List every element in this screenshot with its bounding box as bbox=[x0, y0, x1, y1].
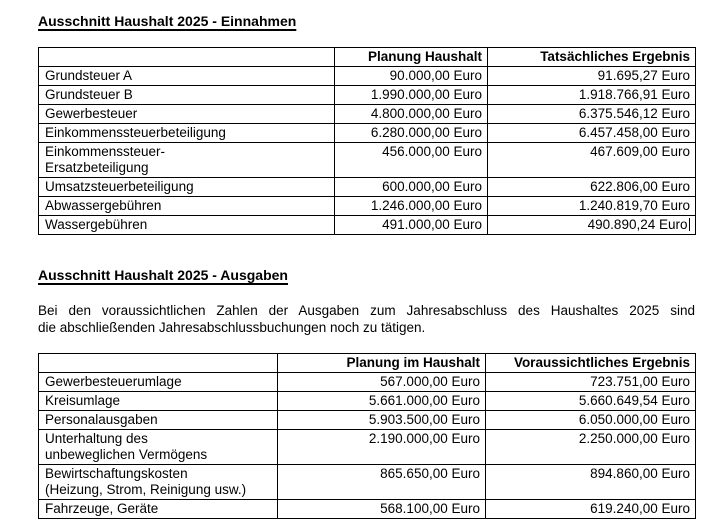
ausgaben-header-row bbox=[39, 354, 696, 373]
row-label-cell: Einkommenssteuer- Ersatzbeteiligung bbox=[39, 143, 335, 178]
table-row bbox=[39, 178, 696, 197]
table-row bbox=[39, 86, 696, 105]
plan-value-cell: 5.661.000,00 Euro bbox=[278, 392, 486, 411]
table-row bbox=[39, 500, 696, 519]
plan-value-cell: 1.990.000,00 Euro bbox=[335, 86, 488, 105]
table-row bbox=[39, 197, 696, 216]
row-label-cell: Kreisumlage bbox=[39, 392, 278, 411]
ausgaben-intro-paragraph bbox=[38, 302, 695, 336]
row-label-cell: Abwassergebühren bbox=[39, 197, 335, 216]
row-label-cell: Unterhaltung des unbeweglichen Vermögens bbox=[39, 430, 278, 465]
table-row bbox=[39, 465, 696, 500]
row-label-cell: Gewerbesteuer bbox=[39, 105, 335, 124]
result-value-cell: 91.695,27 Euro bbox=[488, 67, 696, 86]
ausgaben-header-plan: Planung im Haushalt bbox=[278, 354, 486, 373]
section-title-ausgaben: Ausschnitt Haushalt 2025 - Ausgaben bbox=[38, 267, 288, 283]
result-value-cell: 1.240.819,70 Euro bbox=[488, 197, 696, 216]
plan-value-cell: 567.000,00 Euro bbox=[278, 373, 486, 392]
plan-value-cell: 1.246.000,00 Euro bbox=[335, 197, 488, 216]
row-label-cell: Bewirtschaftungskosten (Heizung, Strom, Reinigung usw.) bbox=[39, 465, 278, 500]
row-label-cell: Personalausgaben bbox=[39, 411, 278, 430]
result-value-cell: 894.860,00 Euro bbox=[486, 465, 696, 500]
table-row bbox=[39, 143, 696, 178]
row-label-cell: Fahrzeuge, Geräte bbox=[39, 500, 278, 519]
result-value-cell: 6.050.000,00 Euro bbox=[486, 411, 696, 430]
result-value-cell: 467.609,00 Euro bbox=[488, 143, 696, 178]
table-row bbox=[39, 67, 696, 86]
einnahmen-table bbox=[38, 47, 696, 235]
ausgaben-table bbox=[38, 353, 696, 519]
einnahmen-header-result: Tatsächliches Ergebnis bbox=[488, 48, 696, 67]
plan-value-cell: 5.903.500,00 Euro bbox=[278, 411, 486, 430]
table-row bbox=[39, 373, 696, 392]
plan-value-cell: 456.000,00 Euro bbox=[335, 143, 488, 178]
table-row bbox=[39, 430, 696, 465]
plan-value-cell: 568.100,00 Euro bbox=[278, 500, 486, 519]
ausgaben-intro-line-2: die abschließenden Jahresabschlussbuchungen noch zu tätigen. bbox=[38, 320, 426, 335]
plan-value-cell: 600.000,00 Euro bbox=[335, 178, 488, 197]
row-label-cell: Wassergebühren bbox=[39, 216, 335, 235]
result-value-cell: 6.375.546,12 Euro bbox=[488, 105, 696, 124]
result-value-cell: 622.806,00 Euro bbox=[488, 178, 696, 197]
table-row bbox=[39, 392, 696, 411]
row-label-cell: Grundsteuer A bbox=[39, 67, 335, 86]
einnahmen-table-body bbox=[39, 67, 696, 235]
plan-value-cell: 2.190.000,00 Euro bbox=[278, 430, 486, 465]
ausgaben-intro-line-1: Bei den voraussichtlichen Zahlen der Ausgaben zum Jahresabschluss des Haushaltes 2025 sind bbox=[38, 303, 695, 318]
section-title-einnahmen: Ausschnitt Haushalt 2025 - Einnahmen bbox=[38, 13, 297, 29]
einnahmen-header-empty bbox=[39, 48, 335, 67]
result-value-cell: 5.660.649,54 Euro bbox=[486, 392, 696, 411]
table-row bbox=[39, 411, 696, 430]
ausgaben-header-result: Voraussichtliches Ergebnis bbox=[486, 354, 696, 373]
result-value-cell: 490.890,24 Euro bbox=[488, 216, 696, 235]
result-value-cell: 2.250.000,00 Euro bbox=[486, 430, 696, 465]
ausgaben-table-body bbox=[39, 373, 696, 519]
plan-value-cell: 4.800.000,00 Euro bbox=[335, 105, 488, 124]
table-row bbox=[39, 216, 696, 235]
ausgaben-header-empty bbox=[39, 354, 278, 373]
row-label-cell: Einkommenssteuerbeteiligung bbox=[39, 124, 335, 143]
einnahmen-header-row bbox=[39, 48, 696, 67]
einnahmen-header-plan: Planung Haushalt bbox=[335, 48, 488, 67]
result-value-cell: 1.918.766,91 Euro bbox=[488, 86, 696, 105]
table-row bbox=[39, 124, 696, 143]
row-label-cell: Umsatzsteuerbeteiligung bbox=[39, 178, 335, 197]
result-value-cell: 619.240,00 Euro bbox=[486, 500, 696, 519]
plan-value-cell: 491.000,00 Euro bbox=[335, 216, 488, 235]
result-value-cell: 6.457.458,00 Euro bbox=[488, 124, 696, 143]
plan-value-cell: 90.000,00 Euro bbox=[335, 67, 488, 86]
row-label-cell: Grundsteuer B bbox=[39, 86, 335, 105]
row-label-cell: Gewerbesteuerumlage bbox=[39, 373, 278, 392]
result-value-cell: 723.751,00 Euro bbox=[486, 373, 696, 392]
plan-value-cell: 6.280.000,00 Euro bbox=[335, 124, 488, 143]
table-row bbox=[39, 105, 696, 124]
text-cursor bbox=[689, 218, 691, 231]
plan-value-cell: 865.650,00 Euro bbox=[278, 465, 486, 500]
